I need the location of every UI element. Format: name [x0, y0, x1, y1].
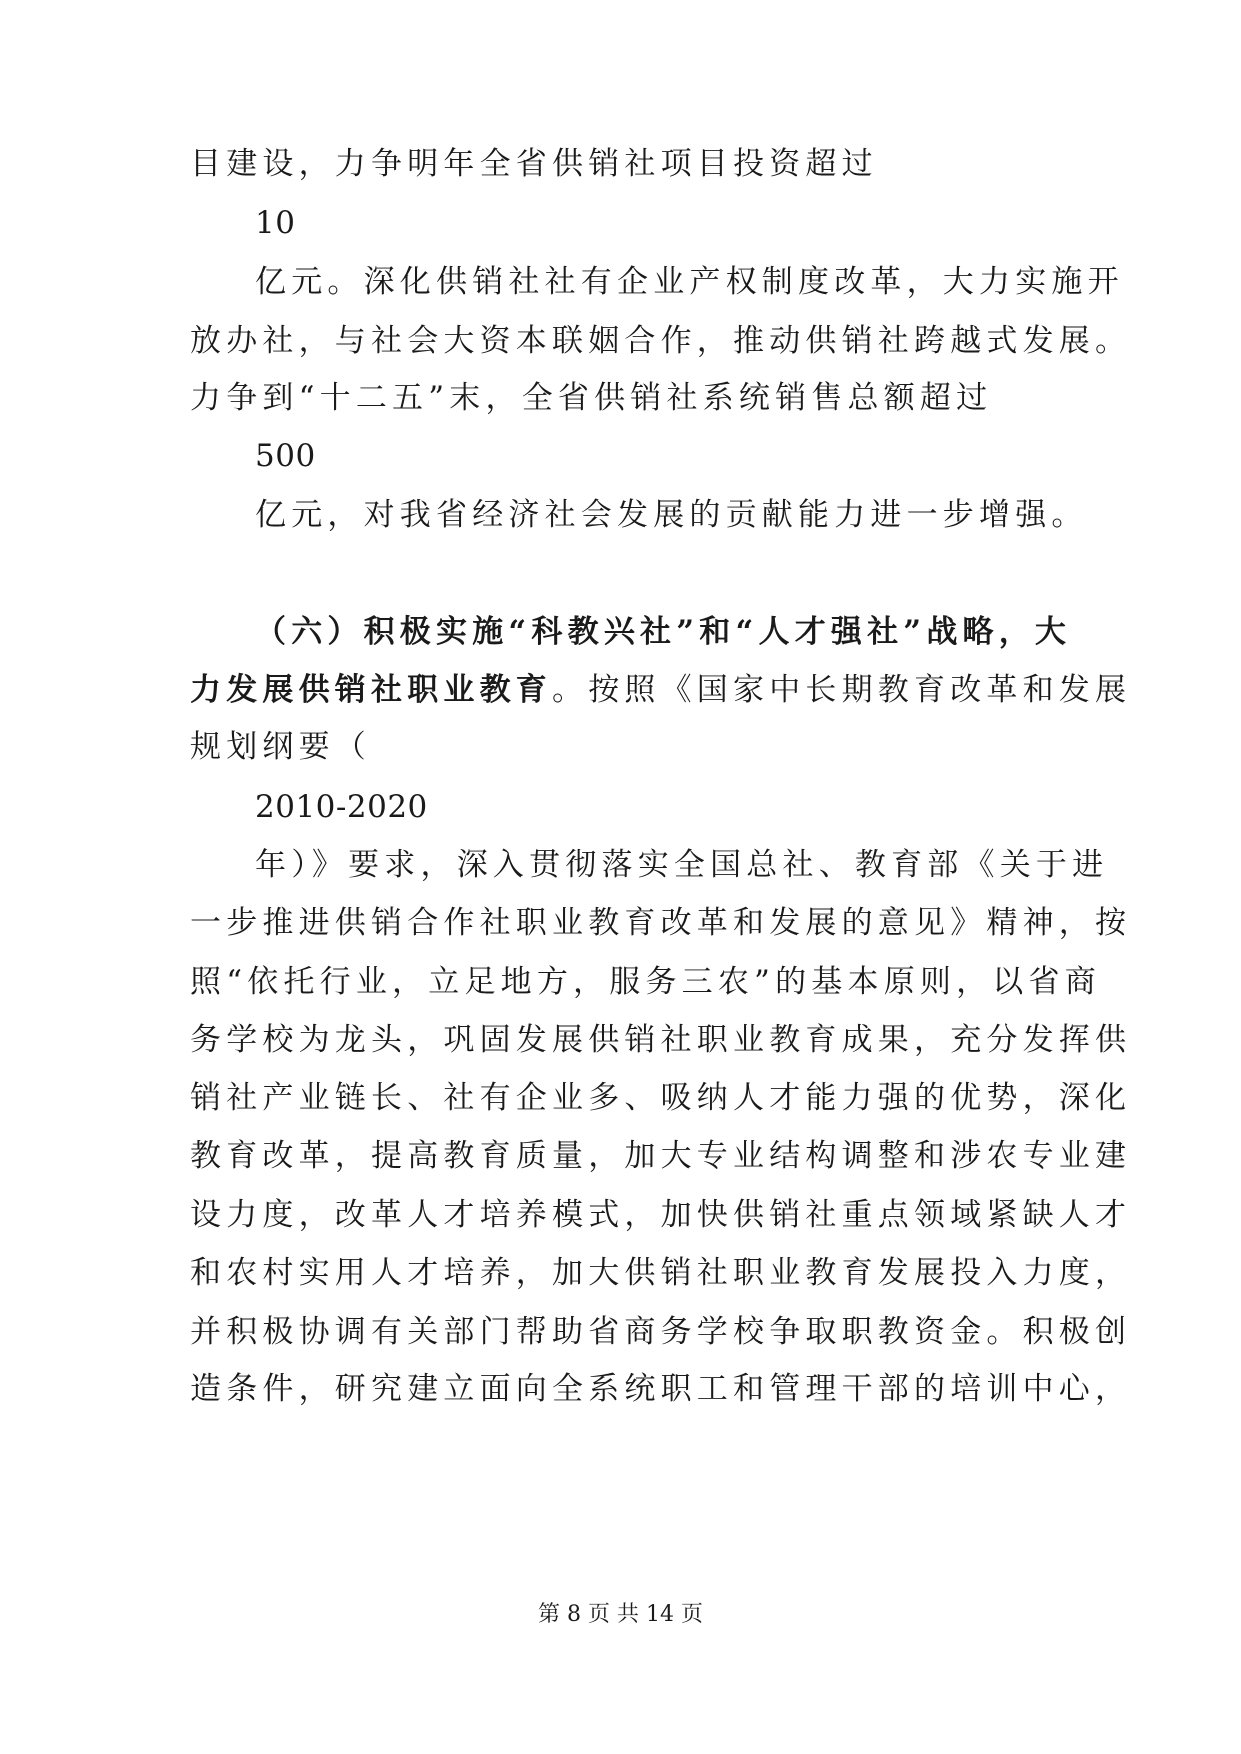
paragraph-line: 设力度，改革人才培养模式，加快供销社重点领域紧缺人才 — [190, 1197, 1132, 1233]
paragraph-line: 务学校为龙头，巩固发展供销社职业教育成果，充分发挥供 — [190, 1022, 1132, 1058]
paragraph-line: 力争到“十二五”末，全省供销社系统销售总额超过 — [190, 380, 993, 416]
section-heading: （六）积极实施“科教兴社”和“人才强社”战略，大 — [255, 614, 1072, 650]
paragraph-line: 并积极协调有关部门帮助省商务学校争取职教资金。积极创 — [190, 1314, 1132, 1350]
page-number-footer: 第 8 页 共 14 页 — [538, 1602, 703, 1627]
section-heading-continuation: 力发展供销社职业教育 — [190, 672, 552, 708]
paragraph-line: 亿元，对我省经济社会发展的贡献能力进一步增强。 — [255, 497, 1088, 533]
paragraph-line: 亿元。深化供销社社有企业产权制度改革，大力实施开 — [255, 264, 1124, 300]
paragraph-line: 规划纲要（ — [190, 729, 371, 765]
paragraph-line: 和农村实用人才培养，加大供销社职业教育发展投入力度， — [190, 1255, 1132, 1291]
paragraph-line: 年）》要求，深入贯彻落实全国总社、教育部《关于进 — [255, 847, 1109, 883]
paragraph-line: 教育改革，提高教育质量，加大专业结构调整和涉农专业建 — [190, 1138, 1132, 1174]
paragraph-line: 销社产业链长、社有企业多、吸纳人才能力强的优势，深化 — [190, 1080, 1132, 1116]
paragraph-line: 照“依托行业，立足地方，服务三农”的基本原则，以省商 — [190, 964, 1101, 1000]
paragraph-line: 10 — [255, 205, 296, 241]
paragraph-line: 目建设，力争明年全省供销社项目投资超过 — [190, 146, 878, 182]
paragraph-line: 放办社，与社会大资本联姻合作，推动供销社跨越式发展。 — [190, 323, 1132, 359]
paragraph-line: 500 — [255, 438, 316, 474]
paragraph-line: 一步推进供销合作社职业教育改革和发展的意见》精神，按 — [190, 905, 1132, 941]
paragraph-text: 。按照《国家中长期教育改革和发展 — [552, 672, 1132, 708]
paragraph-line: 2010-2020 — [255, 789, 428, 825]
paragraph-line — [190, 670, 1131, 710]
paragraph-line: 造条件，研究建立面向全系统职工和管理干部的培训中心， — [190, 1371, 1132, 1407]
